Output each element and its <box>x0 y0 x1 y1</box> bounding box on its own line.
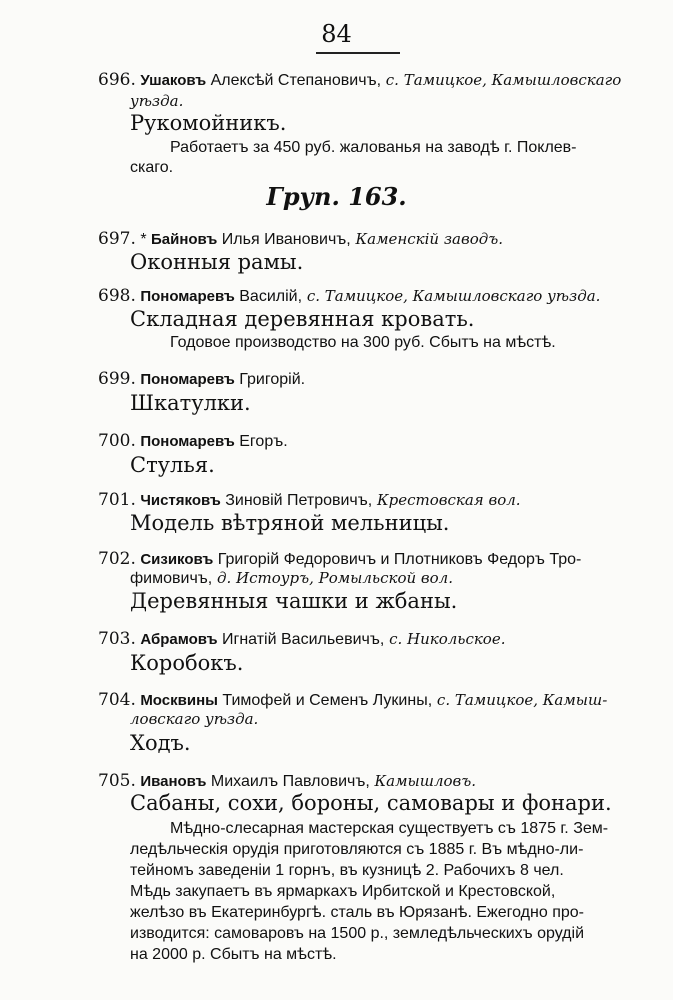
entry-705-header <box>98 771 476 791</box>
entry-given-name: Игнатій Васильевичъ, <box>217 631 385 648</box>
entry-surname: Москвины <box>140 692 218 709</box>
entry-704-header-cont <box>130 710 258 729</box>
page-number: 84 <box>321 20 352 48</box>
entry-given-name: Егоръ. <box>234 433 288 450</box>
entry-place-cont: уѣзда. <box>130 92 184 110</box>
entry-696-note-1: Работаетъ за 450 руб. жалованья на заводѣ г. Поклев- <box>170 139 577 156</box>
entry-698-product: Складная деревянная кровать. <box>130 307 475 331</box>
entry-702-header-cont <box>130 569 453 588</box>
entry-705-note-4: Мѣдь закупаетъ въ ярмаркахъ Ирбитской и Крестовской, <box>130 883 556 900</box>
entry-given-name: Василій, <box>234 288 303 305</box>
entry-surname: Сизиковъ <box>140 551 214 568</box>
entry-star: * <box>140 231 151 248</box>
page-number-rule <box>316 52 400 54</box>
entry-given-name: Зиновій Петровичъ, <box>220 492 373 509</box>
entry-699-header <box>98 369 305 389</box>
entry-number: 701. <box>98 490 136 510</box>
entry-700-header <box>98 431 288 451</box>
entry-place: с. Никольское. <box>384 630 506 648</box>
entry-703-product: Коробокъ. <box>130 651 244 675</box>
entry-surname: Ушаковъ <box>140 72 207 89</box>
entry-696-product: Рукомойникъ. <box>130 111 287 135</box>
entry-number: 702. <box>98 549 136 569</box>
entry-number: 704. <box>98 690 136 710</box>
entry-699-product: Шкатулки. <box>130 391 251 415</box>
entry-place: Камышловъ. <box>369 772 477 790</box>
entry-697-header <box>98 229 503 249</box>
entry-698-header <box>98 286 600 306</box>
entry-place: с. Тамицкое, Камыш- <box>432 691 608 709</box>
entry-696-note-2: скаго. <box>130 159 174 176</box>
entry-702-header <box>98 549 581 569</box>
entry-given-name: Илья Ивановичъ, <box>217 231 351 248</box>
entry-surname: Чистяковъ <box>140 492 221 509</box>
entry-number: 698. <box>98 286 136 306</box>
entry-given-name: Тимофей и Семенъ Лукины, <box>217 692 433 709</box>
entry-705-note-2: ледѣльческія орудія приготовляются съ 1885 г. Въ мѣдно-ли- <box>130 841 584 858</box>
entry-704-product: Ходъ. <box>130 731 191 755</box>
entry-surname: Ивановъ <box>140 773 207 790</box>
entry-place: с. Тамицкое, Камышловскаго уѣзда. <box>302 287 601 305</box>
entry-surname: Абрамовъ <box>140 631 218 648</box>
entry-number: 697. <box>98 229 136 249</box>
entry-705-note-5: желѣзо въ Екатеринбургѣ. сталь въ Юрязанѣ. Ежегодно про- <box>130 904 584 921</box>
entry-705-product: Сабаны, сохи, бороны, самовары и фонари. <box>130 791 612 815</box>
entry-place: д. Истоуръ, Ромыльской вол. <box>212 569 453 587</box>
entry-number: 705. <box>98 771 136 791</box>
entry-surname: Пономаревъ <box>140 288 235 305</box>
entry-698-note-1: Годовое производство на 300 руб. Сбытъ на мѣстѣ. <box>170 334 556 351</box>
entry-696-header-cont <box>130 92 183 111</box>
entry-place: Каменскій заводъ. <box>350 230 504 248</box>
entry-given-name: Алексѣй Степановичъ, <box>206 72 382 89</box>
entry-given-name: Михаилъ Павловичъ, <box>206 773 370 790</box>
entry-705-note-1: Мѣдно-слесарная мастерская существуетъ съ 1875 г. Зем- <box>170 820 609 837</box>
entry-705-note-6: изводится: самоваровъ на 1500 р., земледѣльческихъ орудій <box>130 925 585 942</box>
entry-given-name: Григорій. <box>234 371 306 388</box>
entry-number: 696. <box>98 70 136 90</box>
entry-701-header <box>98 490 521 510</box>
entry-696-header <box>98 70 621 90</box>
entry-surname: Пономаревъ <box>140 371 235 388</box>
entry-697-product: Оконныя рамы. <box>130 250 304 274</box>
entry-704-header <box>98 690 607 710</box>
entry-700-product: Стулья. <box>130 453 215 477</box>
entry-703-header <box>98 629 505 649</box>
group-title: Груп. 163. <box>266 182 407 211</box>
entry-surname: Пономаревъ <box>140 433 235 450</box>
entry-place-cont: ловскаго уѣзда. <box>130 710 259 728</box>
entry-surname: Байновъ <box>150 231 218 248</box>
entry-place: Крестовская вол. <box>372 491 521 509</box>
entry-705-note-3: тейномъ заведеніи 1 горнъ, въ кузницѣ 2. Рабочихъ 8 чел. <box>130 862 564 879</box>
entry-702-product: Деревянныя чашки и жбаны. <box>130 589 458 613</box>
entry-given-name-cont: фимовичъ, <box>130 570 213 587</box>
entry-given-name: Григорій Федоровичъ и Плотниковъ Федоръ Тро- <box>213 551 582 568</box>
entry-701-product: Модель вѣтряной мельницы. <box>130 511 450 535</box>
entry-number: 703. <box>98 629 136 649</box>
entry-number: 700. <box>98 431 136 451</box>
entry-number: 699. <box>98 369 136 389</box>
entry-place: с. Тамицкое, Камышловскаго <box>381 71 622 89</box>
entry-705-note-7: на 2000 р. Сбытъ на мѣстѣ. <box>130 946 337 963</box>
